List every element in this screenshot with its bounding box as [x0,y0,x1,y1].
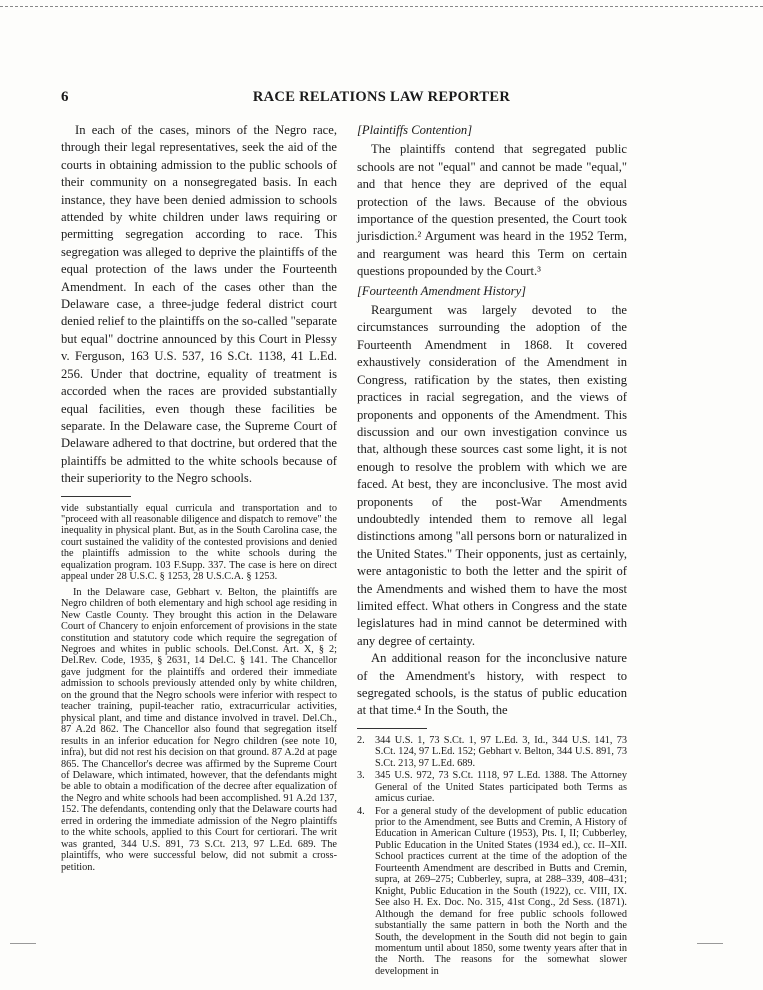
paragraph-plaintiffs: The plaintiffs contend that segregated public schools are not "equal" and cannot be made "equal," and that hence they are deprived of the equal protection of the laws. Because of the obvious importance of the question presented, the Court took jurisdiction.² Argument was heard in the 1952 Term, and reargument was heard this Term on certain questions propounded by the Court.³ [357,142,627,279]
paragraph-reargument: Reargument was largely devoted to the circumstances surrounding the adoption of the Fourteenth Amendment in 1868. It covered exhaustively consideration of the Amendment in Congress, ratification by the states, then existing practices in racial segregation, and the views of proponents and opponents of the Amendment. This discussion and our own investigation convince us that, although these sources cast some light, it is not enough to resolve the problem with which we are faced. At best, they are inconclusive. The most avid proponents of the post-War Amendments undoubtedly intended them to remove all legal distinctions among "all persons born or naturalized in the United States." Their opponents, just as certainly, were antagonistic to both the letter and the spirit of the Amendments and wished them to have the most limited effect. What others in Congress and the state legislatures had in mind cannot be determined with any degree of certainty. [357,303,627,648]
footnote-number: 4. [357,805,365,817]
footnote-text: For a general study of the development of public education prior to the Amendment, see Butts and Cremin, A History of Education in American Culture (1953), Pts. I, II; Cubberley, Public Education in the United States (1934 ed.), cc. II–XII. School practices current at the time of the adoption of the Fourteenth Amendment are described in Butts and Cremin, supra, at 269–275; Cubberley, supra, at 288–339, 408–431; Knight, Public Education in the South (1922), cc. VIII, IX. See also H. Ex. Doc. No. 315, 41st Cong., 2d Sess. (1871). Although the demand for free public schools followed substantially the same pattern in both the North and the South, the development in the South did not begin to gain momentum until about 1850, some twenty years after that in the North. The reasons for the somewhat slower development in [375,805,627,977]
scan-corner-mark [697,943,723,944]
footnote-continuation: vide substantially equal curricula and transportation and to "proceed with all reasonable diligence and dispatch to remove" the inequality in physical plant. But, as in the South Carolina case, the court sustained the validity of the contested provisions and denied the plaintiffs admission to the white schools during the equalization program. 103 F.Supp. 337. The case is here on direct appeal under 28 U.S.C. § 1253, 28 U.S.C.A. § 1253. [61,502,337,583]
paragraph-additional-reason: An additional reason for the inconclusive nature of the Amendment's history, with respect to segregated schools, is the status of public education at that time.⁴ In the South, the [357,651,627,718]
footnote-number: 2. [357,734,365,746]
footnote-list [357,735,627,978]
footnote-number: 3. [357,770,365,782]
footnote-delaware: In the Delaware case, Gebhart v. Belton, the plaintiffs are Negro children of both elementary and high school age residing in New Castle County. They brought this action in the Delaware Court of Chancery to enjoin enforcement of provisions in the state constitution and statutory code which require the segregation of Negroes and whites in public schools. Del.Const. Art. X, § 2; Del.Rev. Code, 1935, § 2631, 14 Del.C. § 141. The Chancellor gave judgment for the plaintiffs and ordered their immediate admission to schools previously attended only by white children, on the ground that the Negro schools were inferior with respect to teacher training, pupil-teacher ratio, extracurricular activities, physical plant, and time and distance involved in travel. Del.Ch., 87 A.2d 862. The Chancellor also found that segregation itself results in an inferior education for Negro children (see note 10, infra), but did not rest his decision on that ground. 87 A.2d at page 865. The Chancellor's decree was affirmed by the Supreme Court of Delaware, which intimated, however, that the defendants might be able to obtain a modification of the decree after equalization of the Negro and white schools had been accomplished. 91 A.2d 137, 152. The defendants, contending only that the Delaware courts had erred in ordering the immediate admission of the Negro plaintiffs to the white schools, applied to this Court for certiorari. The writ was granted, 344 U.S. 891, 73 S.Ct. 213, 97 L.Ed. 689. The plaintiffs, who were successful below, did not submit a cross-petition. [61,586,337,873]
left-column [61,122,337,873]
footnote-rule [61,496,131,497]
footnote-rule-right [357,728,427,729]
scan-corner-mark [10,943,36,944]
footnote-item [357,735,627,769]
footnote-text: 344 U.S. 1, 73 S.Ct. 1, 97 L.Ed. 3, Id., 344 U.S. 141, 73 S.Ct. 124, 97 L.Ed. 152; Gebhart v. Belton, 344 U.S. 891, 73 S.Ct. 213, 97 L.Ed. 689. [375,734,627,769]
right-column [357,122,627,978]
footnote-item [357,806,627,978]
heading-plaintiffs-contention: [Plaintiffs Contention] [357,123,473,137]
footnote-item [357,770,627,804]
heading-fourteenth-amendment: [Fourteenth Amendment History] [357,283,527,298]
page-number: 6 [61,89,69,105]
running-title: RACE RELATIONS LAW REPORTER [252,89,511,105]
paragraph-cases: In each of the cases, minors of the Negro race, through their legal representatives, seek the aid of the courts in obtaining admission to the public schools of their community on a nonsegregated basis. In each instance, they have been denied admission to schools attended by white children under laws requiring or permitting segregation according to race. This segregation was alleged to deprive the plaintiffs of the equal protection of the laws under the Fourteenth Amendment. In each of the cases other than the Delaware case, a three-judge federal district court denied relief to the plaintiffs on the so-called "separate but equal" doctrine announced by this Court in Plessy v. Ferguson, 163 U.S. 537, 16 S.Ct. 1138, 41 L.Ed. 256. Under that doctrine, equality of treatment is accorded when the races are provided substantially equal facilities, even though these facilities be separate. In the Delaware case, the Supreme Court of Delaware adhered to that doctrine, but ordered that the plaintiffs be admitted to the white schools because of their superiority to the Negro schools. [61,123,337,486]
scan-top-edge [0,6,763,7]
footnote-text: 345 U.S. 972, 73 S.Ct. 1118, 97 L.Ed. 1388. The Attorney General of the United States participated both Terms as amicus curiae. [375,770,627,805]
